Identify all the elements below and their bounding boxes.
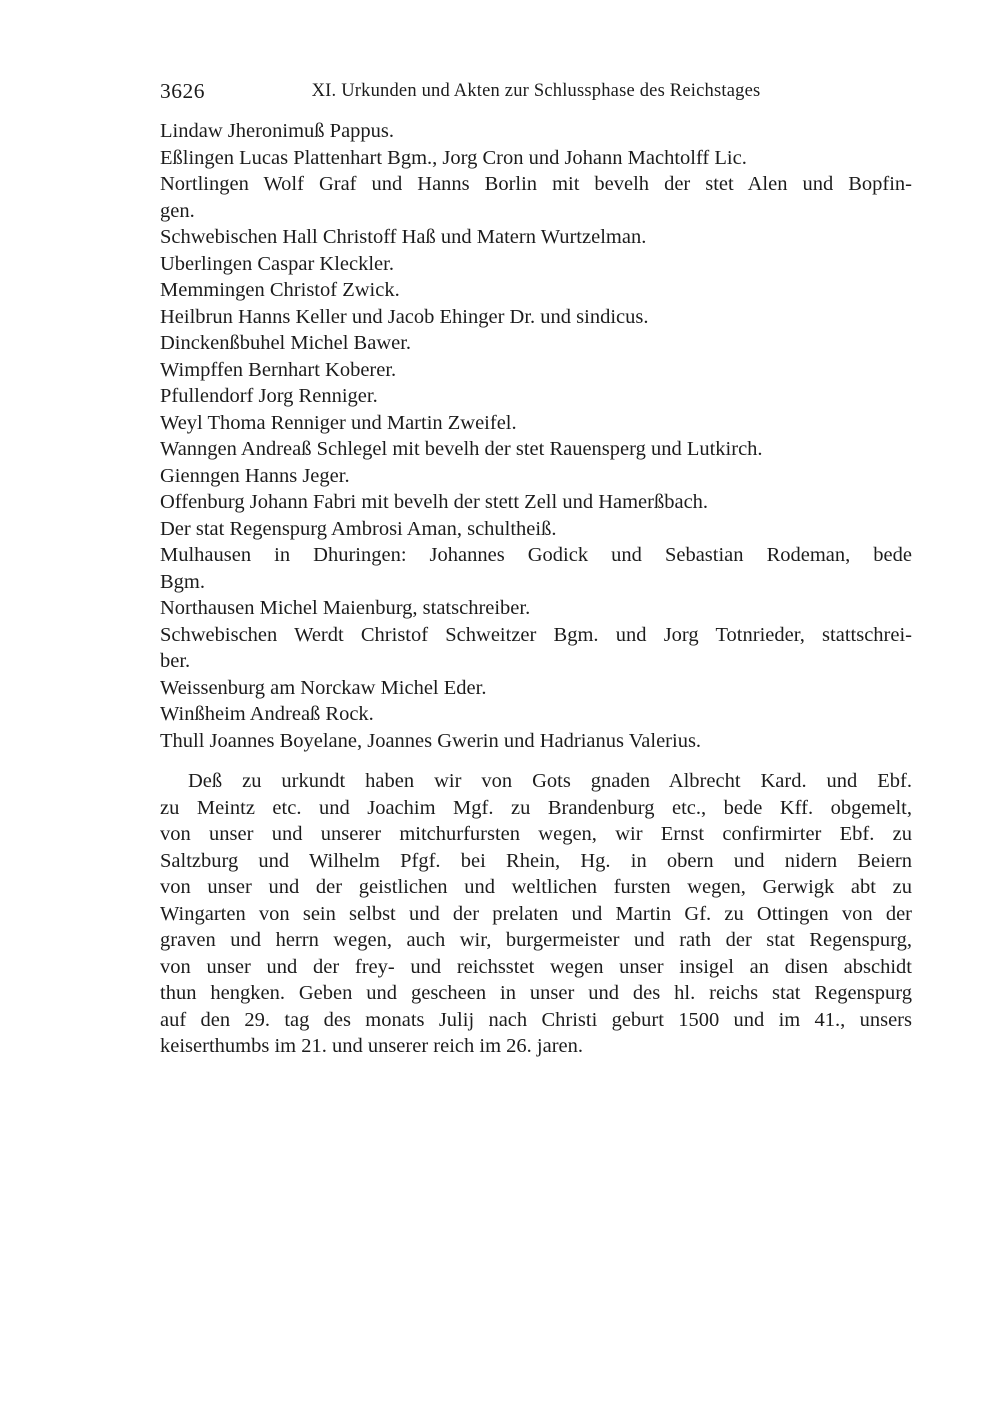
text-line: Pfullendorf Jorg Renniger. bbox=[160, 385, 378, 407]
paragraph bbox=[160, 410, 912, 437]
text-line: Weyl Thoma Renniger und Martin Zweifel. bbox=[160, 411, 517, 434]
paragraph bbox=[160, 675, 912, 702]
text-line: Offenburg Johann Fabri mit bevelh der stett Zell und Hamerßbach. bbox=[160, 491, 709, 513]
text-line: auf den 29. tag des monats Julij nach Christi geburt 1500 und im 41., unsers bbox=[160, 1008, 912, 1031]
text-line: thun hengken. Geben und gescheen in unser und des hl. reichs stat Regenspurg bbox=[160, 982, 912, 1004]
paragraph bbox=[160, 330, 912, 357]
text-line: Schwebischen Werdt Christof Schweitzer Bgm. und Jorg Totnrieder, stattschrei- bbox=[160, 623, 912, 646]
paragraph bbox=[160, 622, 912, 675]
paragraph bbox=[160, 728, 912, 755]
paragraph bbox=[160, 516, 912, 543]
paragraph bbox=[160, 542, 912, 595]
text-line: Heilbrun Hanns Keller und Jacob Ehinger Dr. und sindicus. bbox=[160, 305, 649, 328]
paragraph bbox=[160, 145, 912, 172]
paragraph bbox=[160, 171, 912, 224]
paragraph bbox=[160, 768, 912, 1060]
text-line: Nortlingen Wolf Graf und Hanns Borlin mit bevelh der stet Alen und Bopfin- bbox=[160, 173, 912, 195]
text-line: Weissenburg am Norckaw Michel Eder. bbox=[160, 676, 487, 699]
text-line: Eßlingen Lucas Plattenhart Bgm., Jorg Cron und Johann Machtolff Lic. bbox=[160, 146, 747, 169]
text-line: Winßheim Andreaß Rock. bbox=[160, 703, 374, 725]
text-line: Thull Joannes Boyelane, Joannes Gwerin und Hadrianus Valerius. bbox=[160, 729, 702, 752]
text-line: zu Meintz etc. und Joachim Mgf. zu Brandenburg etc., bede Kff. obgemelt, bbox=[160, 796, 912, 819]
paragraph bbox=[160, 251, 912, 278]
text-line: graven und herrn wegen, auch wir, burgermeister und rath der stat Regenspurg, bbox=[160, 929, 912, 951]
closing-paragraph bbox=[160, 768, 912, 1060]
paragraph bbox=[160, 489, 912, 516]
text-line: gen. bbox=[160, 199, 195, 222]
text-line: Mulhausen in Dhuringen: Johannes Godick und Sebastian Rodeman, bede bbox=[160, 544, 912, 566]
paragraph bbox=[160, 701, 912, 728]
paragraph bbox=[160, 277, 912, 304]
text-line: Lindaw Jheronimuß Pappus. bbox=[160, 120, 395, 142]
paragraph bbox=[160, 118, 912, 145]
text-line: Deß zu urkundt haben wir von Gots gnaden Albrecht Kard. und Ebf. bbox=[188, 770, 912, 792]
page-header bbox=[160, 78, 912, 105]
text-line: Uberlingen Caspar Kleckler. bbox=[160, 252, 394, 275]
body-text bbox=[160, 118, 912, 1060]
text-line: Wanngen Andreaß Schlegel mit bevelh der stet Rauensperg und Lutkirch. bbox=[160, 438, 763, 460]
paragraph bbox=[160, 304, 912, 331]
text-line: Der stat Regenspurg Ambrosi Aman, schultheiß. bbox=[160, 517, 557, 540]
paragraph bbox=[160, 436, 912, 463]
text-line: von unser und der frey- und reichsstet wegen unser insigel an disen abschidt bbox=[160, 955, 912, 978]
page-number: 3626 bbox=[160, 79, 205, 103]
text-line: von unser und unserer mitchurfursten wegen, wir Ernst confirmirter Ebf. zu bbox=[160, 823, 912, 845]
text-line: Dinckenßbuhel Michel Bawer. bbox=[160, 332, 412, 354]
paragraph bbox=[160, 357, 912, 384]
text-line: Memmingen Christof Zwick. bbox=[160, 279, 400, 301]
text-line: Saltzburg und Wilhelm Pfgf. bei Rhein, Hg. in obern und nidern Beiern bbox=[160, 849, 912, 872]
text-line: Wimpffen Bernhart Koberer. bbox=[160, 358, 397, 381]
text-line: keiserthumbs im 21. und unserer reich im 26. jaren. bbox=[160, 1035, 583, 1057]
text-line: Wingarten von sein selbst und der prelaten und Martin Gf. zu Ottingen von der bbox=[160, 902, 912, 925]
paragraph bbox=[160, 383, 912, 410]
text-line: Bgm. bbox=[160, 570, 205, 593]
paragraph bbox=[160, 463, 912, 490]
text-line: Northausen Michel Maienburg, statschreiber. bbox=[160, 597, 531, 619]
running-head: XI. Urkunden und Akten zur Schlussphase des Reichstages bbox=[311, 81, 761, 101]
delegate-list bbox=[160, 118, 912, 754]
paragraph bbox=[160, 224, 912, 251]
paragraph bbox=[160, 595, 912, 622]
text-line: Gienngen Hanns Jeger. bbox=[160, 464, 350, 487]
text-line: ber. bbox=[160, 650, 191, 672]
text-line: Schwebischen Hall Christoff Haß und Matern Wurtzelman. bbox=[160, 226, 647, 248]
text-line: von unser und der geistlichen und weltlichen fursten wegen, Gerwigk abt zu bbox=[160, 876, 912, 898]
